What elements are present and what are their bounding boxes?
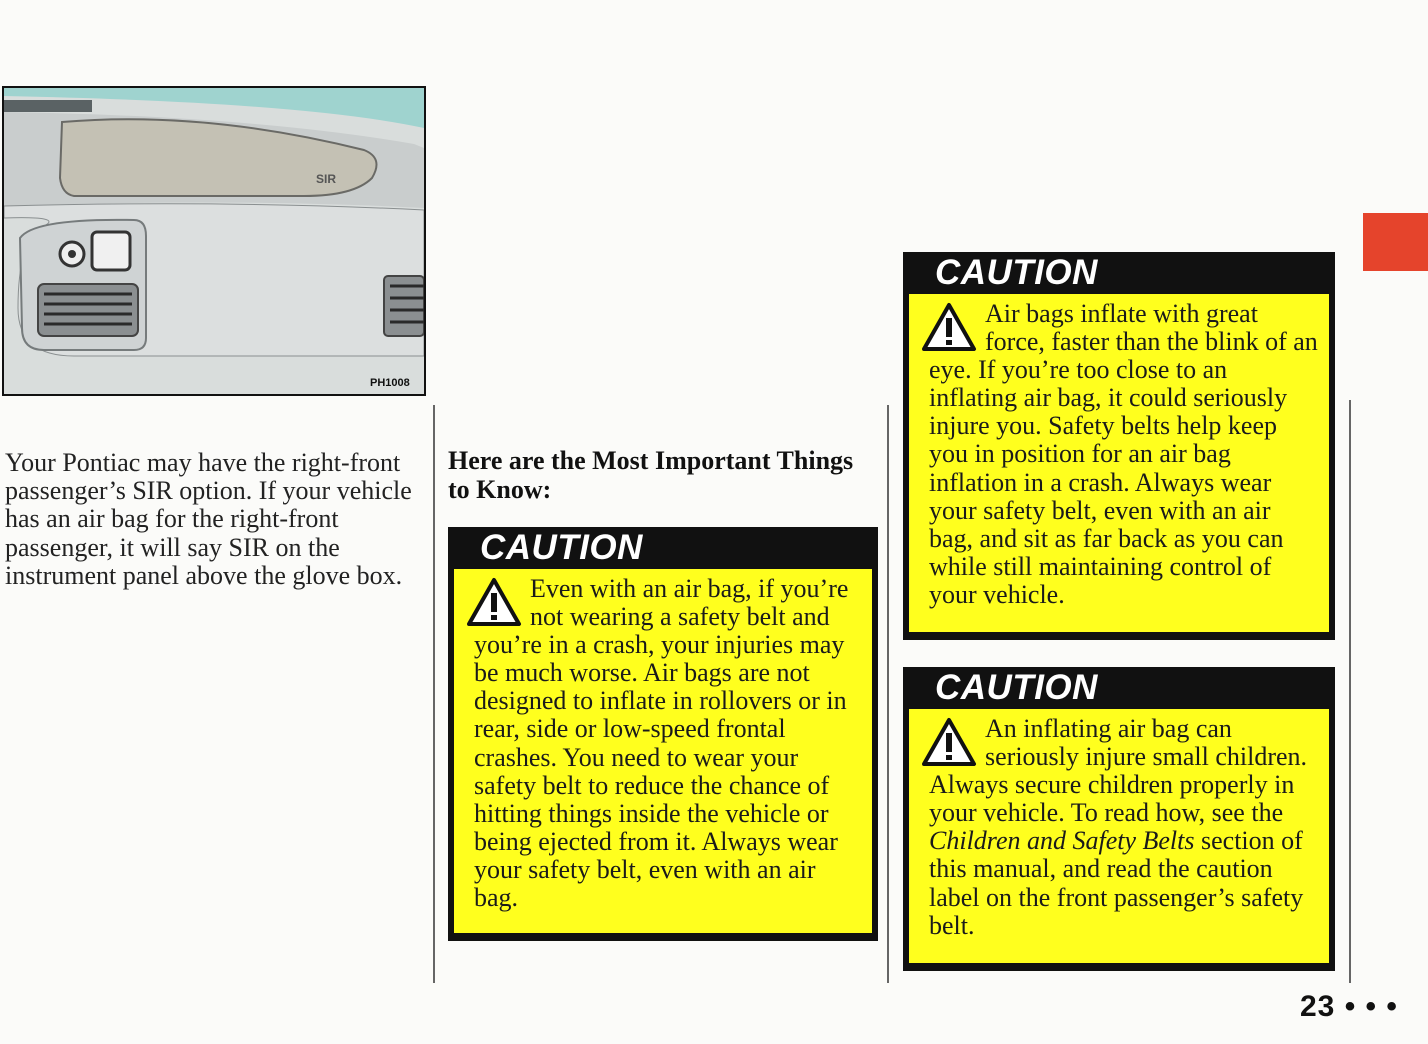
column-divider bbox=[887, 405, 889, 983]
caution-box bbox=[903, 667, 1335, 971]
caution-box bbox=[448, 527, 878, 941]
section-heading: Here are the Most Important Things to Know: bbox=[448, 446, 854, 504]
caution-body bbox=[909, 294, 1329, 632]
sir-label: SIR bbox=[316, 172, 337, 186]
caution-body bbox=[909, 709, 1329, 963]
caution-text-italic: Children and Safety Belts bbox=[929, 826, 1195, 856]
column-divider bbox=[1349, 400, 1351, 983]
intro-paragraph: Your Pontiac may have the right-front passenger’s SIR option. If your vehicle has an air bag for the right-front passenger, it will say SIR on the instrument panel above the glove box. bbox=[5, 448, 412, 590]
instrument-panel-illustration bbox=[2, 86, 426, 396]
page-number: 23 • • • bbox=[1300, 990, 1398, 1023]
section-tab bbox=[1363, 213, 1428, 271]
caution-title: CAUTION bbox=[935, 668, 1098, 707]
caution-title: CAUTION bbox=[935, 253, 1098, 292]
caution-box bbox=[903, 252, 1335, 640]
figure-code: PH1008 bbox=[370, 377, 410, 389]
column-divider bbox=[433, 405, 435, 983]
warning-triangle-icon bbox=[466, 577, 522, 627]
warning-triangle-icon bbox=[921, 717, 977, 767]
caution-text: An inflating air bag can seriously injure small children. Always secure children properly in your vehicle. To read how, see the bbox=[929, 714, 1308, 828]
caution-body bbox=[454, 569, 872, 933]
caution-text: section of this manual, and read the caution label on the front passenger’s safety belt. bbox=[929, 826, 1304, 940]
caution-text: Even with an air bag, if you’re not wearing a safety belt and you’re in a crash, your injuries may be much worse. Air bags are not designed to inflate in rollovers or in rear, side or low-speed frontal crashes. You need to wear your safety belt to reduce the chance of hitting things inside the vehicle or being ejected from it. Always wear your safety belt, even with an air bag. bbox=[474, 574, 849, 913]
warning-triangle-icon bbox=[921, 302, 977, 352]
caution-title: CAUTION bbox=[480, 528, 643, 567]
caution-text: Air bags inflate with great force, faster than the blink of an eye. If you’re too close to an inflating air bag, it could seriously injure you. Safety belts help keep you in position for an air bag inflation in a crash. Always wear your safety belt, even with an air bag, and sit as far back as you can while still maintaining control of your vehicle. bbox=[929, 299, 1318, 609]
